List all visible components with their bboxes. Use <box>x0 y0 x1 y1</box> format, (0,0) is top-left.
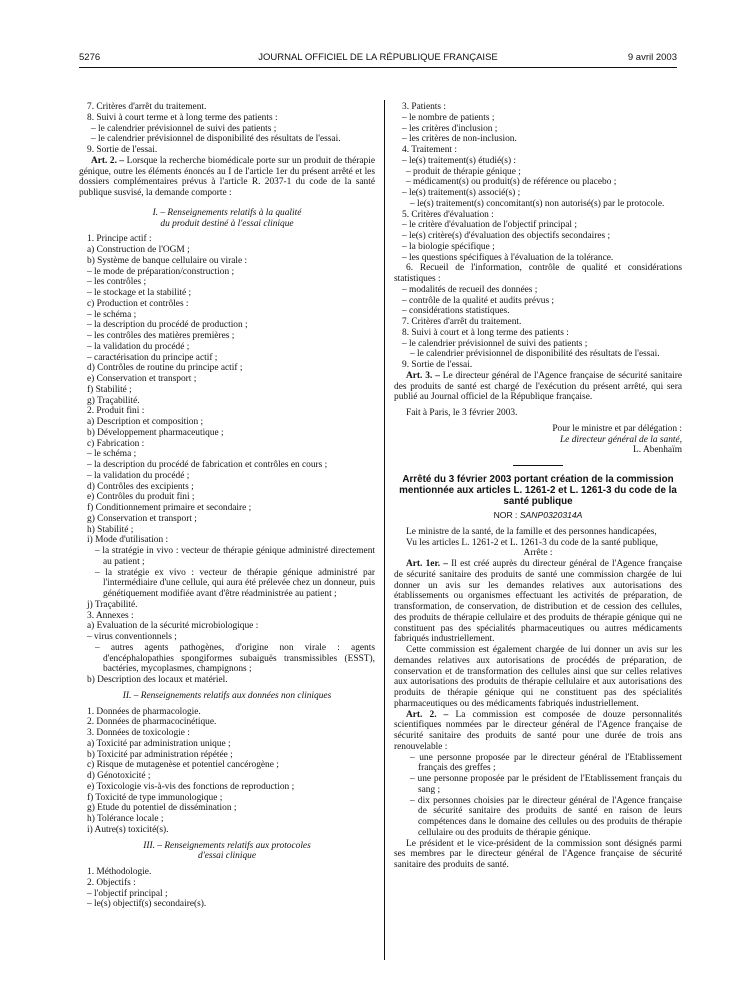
left-line <box>79 535 375 546</box>
left-line <box>79 899 375 910</box>
left-text: 3. Données de toxicologie : <box>87 728 190 738</box>
left-line <box>79 288 375 299</box>
left-line <box>79 353 375 364</box>
left-line <box>79 439 375 450</box>
left-line <box>79 878 375 889</box>
right-line <box>394 317 682 328</box>
left-line <box>79 331 375 342</box>
left-text: 2. Objectifs : <box>87 877 136 888</box>
right-text: 4. Traitement : <box>402 145 457 155</box>
right-line <box>394 371 682 403</box>
left-line <box>79 277 375 288</box>
header-rule <box>79 67 677 68</box>
left-text: 8. Suivi à court terme et à long terme des patients : <box>87 112 278 123</box>
right-line <box>394 349 682 360</box>
left-line <box>79 503 375 514</box>
right-text: 9. Sortie de l'essai. <box>402 360 473 370</box>
left-line <box>79 385 375 396</box>
decree-text: – une personne proposée par le président de l'Etablissement français du sang ; <box>410 774 682 795</box>
left-line <box>79 851 375 862</box>
left-line <box>79 600 375 611</box>
left-text: – le calendrier prévisionnel de suivi des patients ; <box>91 123 277 134</box>
right-line <box>394 242 682 253</box>
left-text: – la stratégie ex vivo : vecteur de thérapie génique administré par l'intermédiaire d'une cellule, qui aura été prélevée chez un donneur, puis génétiquement modifiée avant d'être réadministrée au patient ; <box>95 567 375 599</box>
right-line <box>394 102 682 113</box>
left-line <box>79 803 375 814</box>
decree-text: Cette commission est également chargée de lui donner un avis sur les demandes relatives aux autorisations de procédés de préparation, de conservation et de transformation des cellules ainsi que sur celles relatives aux autorisations des produits de thérapie cellulaire et aux autorisations des produits de thérapie génique qui ne constituent pas des spécialités pharmaceutiques ou des médicaments fabriqués industriellement. <box>394 645 682 709</box>
left-text: i) Autre(s) toxicité(s). <box>87 824 169 835</box>
left-line <box>79 889 375 900</box>
right-line <box>394 113 682 124</box>
left-text: e) Conservation et transport ; <box>87 374 197 384</box>
right-text: – les critères de non-inclusion. <box>402 134 517 145</box>
left-text: – le calendrier prévisionnel de disponibilité des résultats de l'essai. <box>91 134 341 145</box>
left-line <box>79 417 375 428</box>
left-text: d) Contrôles de routine du principe actif ; <box>87 363 243 374</box>
left-text: j) Traçabilité. <box>87 599 138 610</box>
left-text: – les contrôles ; <box>87 277 147 288</box>
left-line <box>79 760 375 771</box>
left-text: 9. Sortie de l'essai. <box>87 145 158 155</box>
left-text: a) Toxicité par administration unique ; <box>87 738 231 749</box>
left-text: d) Contrôles des excipients ; <box>87 481 194 492</box>
left-line <box>79 611 375 622</box>
decree-text: Le ministre de la santé, de la famille et des personnes handicapées, <box>406 526 657 537</box>
right-line <box>394 167 682 178</box>
right-line <box>394 424 682 435</box>
decree-text: Le président et le vice-président de la commission sont désignés parmi ses membres par le directeur général de l'Agence française de sécurité sanitaire des produits de santé. <box>394 838 682 870</box>
right-text: – considérations statistiques. <box>402 306 510 317</box>
left-text: – caractérisation du principe actif ; <box>87 352 218 363</box>
left-text: du produit destiné à l'essai clinique <box>160 218 294 229</box>
page-number: 5276 <box>79 52 101 63</box>
right-line <box>394 263 682 285</box>
left-text: 7. Critères d'arrêt du traitement. <box>87 102 207 112</box>
left-line <box>79 363 375 374</box>
left-text: III. – Renseignements relatifs aux protocoles <box>143 840 311 851</box>
left-line <box>79 514 375 525</box>
left-text: g) Etude du potentiel de dissémination ; <box>87 803 237 814</box>
left-line <box>79 492 375 503</box>
left-line <box>79 867 375 878</box>
right-column-text <box>394 102 682 456</box>
decree-text: Arrête : <box>523 548 553 559</box>
left-line <box>79 145 375 156</box>
right-line <box>394 339 682 350</box>
issue-date: 9 avril 2003 <box>627 52 677 63</box>
left-text: d) Génotoxicité ; <box>87 771 151 781</box>
right-line <box>394 231 682 242</box>
left-text: i) Mode d'utilisation : <box>87 535 169 546</box>
left-text: – la validation du procédé ; <box>87 341 190 352</box>
left-line <box>79 199 375 208</box>
right-text: – le(s) traitement(s) concomitant(s) non autorisé(s) par le protocole. <box>410 198 665 209</box>
left-line <box>79 310 375 321</box>
left-text: 2. Produit fini : <box>87 406 145 417</box>
left-text: – les contrôles des matières premières ; <box>87 331 235 341</box>
left-text: – virus conventionnels ; <box>87 632 177 642</box>
right-text: – la biologie spécifique ; <box>402 241 495 252</box>
decree-text: Vu les articles L. 1261-2 et L. 1261-3 du code de la santé publique, <box>406 537 658 548</box>
left-line <box>79 428 375 439</box>
left-text: I. – Renseignements relatifs à la qualité <box>152 207 302 218</box>
right-text: L. Abenhaïm <box>633 445 682 456</box>
decree-line <box>394 538 682 549</box>
decree-line <box>394 774 682 796</box>
left-text: Lorsque la recherche biomédicale porte sur un produit de thérapie génique, outre les éléments énoncés au I de l'article 1er du présent arrêté et les dossiers complémentaires prévus à l'article R. 2037-1 du code de la santé publique susvisé, la demande comporte : <box>79 155 375 198</box>
left-text: – la description du procédé de fabrication et contrôles en cours ; <box>87 460 328 470</box>
decree-line <box>394 796 682 839</box>
left-line <box>79 102 375 113</box>
decree-body <box>394 527 682 871</box>
left-line <box>79 814 375 825</box>
decree-text: – dix personnes choisies par le directeur général de l'Agence française de sécurité sanitaire des produits de santé en raison de leurs compétences dans le domaine des cellules ou des produits de thérapie cellulaire ou des produits de thérapie génique. <box>410 795 682 838</box>
decree-line <box>394 645 682 710</box>
left-line <box>79 396 375 407</box>
left-text: 1. Méthodologie. <box>87 867 152 877</box>
left-line <box>79 707 375 718</box>
right-text: Le directeur général de la santé, <box>559 434 682 445</box>
right-line <box>394 435 682 446</box>
left-text: e) Contrôles du produit fini ; <box>87 492 195 503</box>
decree-line <box>394 548 682 559</box>
article-label: Art. 2. – <box>406 709 449 720</box>
left-text: 3. Annexes : <box>87 610 134 621</box>
left-text: 2. Données de pharmacocinétique. <box>87 717 217 728</box>
left-line <box>79 156 375 199</box>
left-text: c) Production et contrôles : <box>87 298 189 309</box>
section-divider <box>513 465 563 466</box>
right-line <box>394 253 682 264</box>
left-text: – le schéma ; <box>87 449 137 460</box>
nor-code: SANP0320314A <box>519 510 583 520</box>
right-text: 3. Patients : <box>402 102 447 112</box>
left-line <box>79 256 375 267</box>
right-line <box>394 145 682 156</box>
left-line <box>79 482 375 493</box>
right-column <box>394 102 682 871</box>
left-text: e) Toxicologie vis-à-vis des fonctions de reproduction ; <box>87 781 295 792</box>
right-text: Le directeur général de l'Agence française de sécurité sanitaire des produits de santé est chargé de l'exécution du présent arrêté, qui sera publié au Journal officiel de la République française. <box>394 370 682 403</box>
left-text: f) Conditionnement primaire et secondaire ; <box>87 503 252 513</box>
left-text: a) Description et composition ; <box>87 417 204 427</box>
right-line <box>394 328 682 339</box>
right-line <box>394 296 682 307</box>
page-header <box>79 52 677 66</box>
left-text: a) Evaluation de la sécurité microbiologique : <box>87 621 259 632</box>
decree-text: Il est créé auprès du directeur général de l'Agence française de sécurité sanitaire des produits de santé une commission chargée de lui donner un avis sur les demandes relatives aux autorisations des établissements ou organismes effectuant les activités de préparation, de transformation, de conservation, de distribution et de cession des cellules, des produits de thérapie cellulaire et des produits de thérapie génique qui ne constituent pas des spécialités pharmaceutiques ou autres médicaments fabriqués industriellement. <box>394 559 682 645</box>
right-text: 7. Critères d'arrêt du traitement. <box>402 317 522 327</box>
left-text: 1. Principe actif : <box>87 234 152 245</box>
left-text: – l'objectif principal ; <box>87 888 168 899</box>
left-text: g) Conservation et transport ; <box>87 513 197 524</box>
left-text: g) Traçabilité. <box>87 395 140 406</box>
left-line <box>79 449 375 460</box>
right-line <box>394 134 682 145</box>
left-line <box>79 771 375 782</box>
nor-reference <box>394 510 682 521</box>
right-line <box>394 220 682 231</box>
right-text: – contrôle de la qualité et audits prévus ; <box>402 295 555 306</box>
left-text: – la description du procédé de production ; <box>87 320 248 331</box>
left-line <box>79 643 375 675</box>
left-line <box>79 219 375 230</box>
left-text: 1. Données de pharmacologie. <box>87 706 201 717</box>
decree-text: – une personne proposée par le directeur général de l'Etablissement français des greffes ; <box>410 752 682 774</box>
right-text: – le calendrier prévisionnel de suivi des patients ; <box>402 338 588 349</box>
left-text: – le stockage et la stabilité ; <box>87 288 192 298</box>
left-text: b) Système de banque cellulaire ou virale : <box>87 255 248 266</box>
right-text: – le(s) critère(s) d'évaluation des objectifs secondaires ; <box>402 231 611 241</box>
right-text: – les critères d'inclusion ; <box>402 123 498 134</box>
left-line <box>79 208 375 219</box>
left-text: f) Stabilité ; <box>87 384 132 395</box>
left-line <box>79 113 375 124</box>
left-line <box>79 632 375 643</box>
left-line <box>79 234 375 245</box>
left-line <box>79 782 375 793</box>
left-text: – la validation du procédé ; <box>87 470 190 481</box>
left-line <box>79 750 375 761</box>
article-label: Art. 2. – <box>91 155 125 166</box>
decree-line <box>394 839 682 871</box>
left-text: – autres agents pathogènes, d'origine non virale : agents d'encéphalopathies spongiformes subaiguës transmissibles (ESST), bactéries, mycoplasmes, champignons ; <box>95 642 375 675</box>
decree-line <box>394 559 682 645</box>
left-line <box>79 841 375 852</box>
left-line <box>79 728 375 739</box>
right-line <box>394 124 682 135</box>
left-line <box>79 342 375 353</box>
right-line <box>394 306 682 317</box>
left-line <box>79 374 375 385</box>
right-text: – les questions spécifiques à l'évaluation de la tolérance. <box>402 252 614 263</box>
right-text: 8. Suivi à court et à long terme des patients : <box>402 327 569 338</box>
decree-line <box>394 527 682 538</box>
right-text: Fait à Paris, le 3 février 2003. <box>406 408 518 418</box>
article-label: Art. 3. – <box>406 370 440 381</box>
right-text: Pour le ministre et par délégation : <box>552 423 682 434</box>
left-line <box>79 267 375 278</box>
right-text: – le(s) traitement(s) étudié(s) : <box>402 155 517 166</box>
right-text: – le nombre de patients ; <box>402 112 495 123</box>
left-text: f) Toxicité de type immunologique ; <box>87 792 223 803</box>
right-text: – le calendrier prévisionnel de disponibilité des résultats de l'essai. <box>410 349 660 360</box>
left-text: b) Description des locaux et matériel. <box>87 675 228 685</box>
right-text: – modalités de recueil des données ; <box>402 284 538 295</box>
left-line <box>79 134 375 145</box>
right-text: – produit de thérapie génique ; <box>406 166 521 177</box>
left-line <box>79 739 375 750</box>
left-text: h) Stabilité ; <box>87 524 134 535</box>
left-line <box>79 621 375 632</box>
right-line <box>394 156 682 167</box>
left-line <box>79 320 375 331</box>
left-line <box>79 460 375 471</box>
left-text: II. – Renseignements relatifs aux données non cliniques <box>122 690 332 701</box>
left-text: b) Toxicité par administration répétée ; <box>87 749 233 760</box>
left-line <box>79 793 375 804</box>
column-divider <box>384 100 385 960</box>
left-text: d'essai clinique <box>198 851 256 862</box>
left-line <box>79 675 375 686</box>
right-line <box>394 408 682 419</box>
article-label: Art. 1er. – <box>406 559 448 569</box>
left-line <box>79 299 375 310</box>
left-text: c) Fabrication : <box>87 438 145 449</box>
left-line <box>79 245 375 256</box>
left-line <box>79 525 375 536</box>
right-line <box>394 188 682 199</box>
right-line <box>394 445 682 456</box>
left-text: – le mode de préparation/construction ; <box>87 266 235 277</box>
left-line <box>79 825 375 836</box>
left-line <box>79 406 375 417</box>
right-line <box>394 210 682 221</box>
left-line <box>79 717 375 728</box>
right-text: 6. Recueil de l'information, contrôle de qualité et considérations statistiques : <box>394 263 682 284</box>
decree-title: Arrêté du 3 février 2003 portant création de la commission mentionnée aux articles L. 1261-2 et L. 1261-3 du code de la santé publique <box>399 474 677 507</box>
journal-title: JOURNAL OFFICIEL DE LA RÉPUBLIQUE FRANÇAISE <box>258 52 498 63</box>
left-text: c) Risque de mutagenèse et potentiel cancérogène ; <box>87 760 279 771</box>
left-line <box>79 568 375 600</box>
left-line <box>79 471 375 482</box>
left-text: – la stratégie in vivo : vecteur de thérapie génique administré directement au patient ; <box>95 546 375 567</box>
decree-line <box>394 753 682 775</box>
left-text: – le(s) objectif(s) secondaire(s). <box>87 899 207 910</box>
right-text: – le(s) traitement(s) associé(s) ; <box>402 188 521 198</box>
right-line <box>394 199 682 210</box>
right-text: – médicament(s) ou produit(s) de référence ou placebo ; <box>406 177 617 188</box>
right-text: 5. Critères d'évaluation : <box>402 209 494 220</box>
right-line <box>394 285 682 296</box>
decree-text: La commission est composée de douze personnalités scientifiques nommées par le directeur général de l'Agence française de sécurité sanitaire des produits de santé pour une durée de trois ans renouvelable : <box>394 709 682 752</box>
left-text: – le schéma ; <box>87 309 137 320</box>
right-line <box>394 360 682 371</box>
right-text: – le critère d'évaluation de l'objectif principal ; <box>402 220 577 231</box>
left-text: a) Construction de l'OGM ; <box>87 245 190 255</box>
left-line <box>79 691 375 702</box>
left-line <box>79 124 375 135</box>
right-line <box>394 177 682 188</box>
nor-label: NOR : <box>493 510 518 520</box>
left-line <box>79 546 375 568</box>
left-text: b) Développement pharmaceutique ; <box>87 427 224 438</box>
left-column <box>79 102 375 910</box>
decree-line <box>394 710 682 753</box>
left-text: h) Tolérance locale ; <box>87 814 164 824</box>
